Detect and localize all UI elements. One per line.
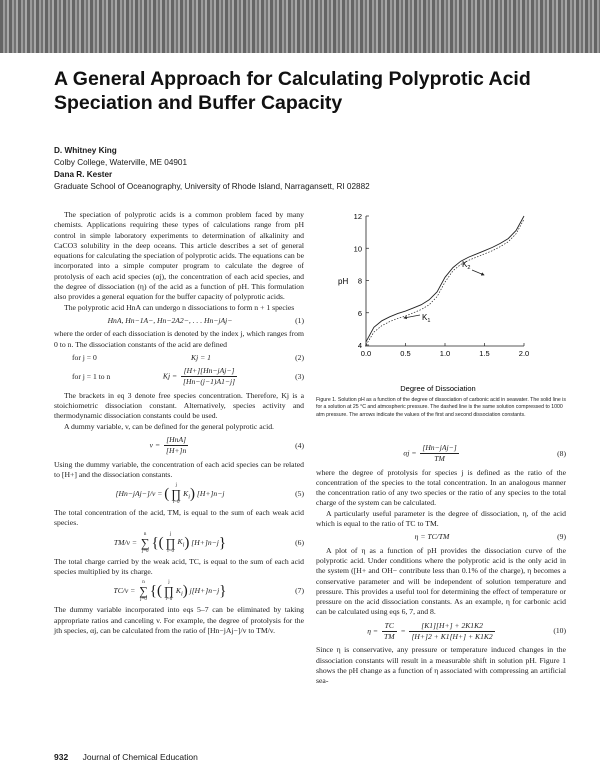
equation-number: (10) (553, 626, 566, 636)
equation-lhs: v = (149, 440, 161, 450)
fraction (164, 435, 188, 457)
equation-body (116, 366, 286, 388)
paragraph: Using the dummy variable, the concentration of each acid species can be related to [H+] and the dissociation constants. (54, 459, 304, 479)
left-paren-glyph: ( (164, 485, 170, 502)
left-paren-glyph: ( (158, 534, 164, 551)
equation-number: (2) (295, 352, 304, 362)
figure-1-chart (316, 208, 568, 394)
equation-number: (5) (295, 488, 304, 498)
numerator: [K1][H+] + 2K1K2 (409, 621, 494, 632)
left-brace-glyph: { (149, 583, 157, 600)
k1-annotation (404, 313, 430, 324)
equation-3 (54, 366, 304, 388)
fraction (382, 621, 397, 643)
equation-9 (316, 532, 566, 542)
y-tick-label: 10 (353, 244, 362, 254)
equation-lhs: η = (367, 626, 379, 636)
equation-7 (54, 580, 304, 602)
paragraph: The brackets in eq 3 denote free species concentration. Therefore, Kj is a stoichiometric dissociation constant. Alternatively, species activity and thermodynamic dissociation constants could be used. (54, 390, 304, 421)
y-tick-labels (354, 212, 362, 350)
equation-condition: for j = 0 (72, 352, 97, 362)
equation-body: TC/v = n ∑ j=0 {( j ∏ i=0 $K_i$) j[H+]n−j} (113, 580, 227, 603)
journal-name: Journal of Chemical Education (82, 752, 198, 762)
equation-number: (8) (557, 448, 566, 458)
equation-number: (4) (295, 440, 304, 450)
equation-lhs: αj = (403, 448, 417, 458)
left-column (54, 210, 304, 636)
x-axis-label: Degree of Dissociation (400, 384, 476, 393)
left-brace-glyph: { (151, 534, 159, 551)
denominator: [H+]2 + K1[H+] + K1K2 (411, 632, 493, 642)
equation-condition: for j = 1 to n (72, 371, 111, 381)
k1-label: $K_1$ (422, 313, 431, 324)
paragraph: The dummy variable incorporated into eqs 5–7 can be eliminated by taking appropriate ratios and canceling v. For example, the degree of protolysis for the jth species, αj, can be calculated from the ratio of [Hn−jAj−]/v to TM/v. (54, 605, 304, 635)
right-paren-glyph: ) (189, 485, 195, 502)
equation-5 (54, 483, 304, 505)
k2-arrow (472, 270, 484, 275)
equation-4 (54, 435, 304, 457)
k2-annotation (462, 260, 484, 275)
y-tick-label: 4 (357, 341, 362, 350)
paragraph: A particularly useful parameter is the degree of dissociation, η, of the acid which is equal to the ratio of TC to TM. (316, 508, 566, 529)
right-brace-glyph: } (219, 583, 227, 600)
k2-label: $K_2$ (462, 260, 471, 271)
fraction (409, 621, 494, 643)
figure-caption: Figure 1. Solution pH as a function of the degree of dissociation of carbonic acid in seawater. The solid line is for a solution at 25 °C and atmospheric pressure. The dashed line is the same solution compressed to 1000 atm pressure. The arrows indicate the values of the first and second dissociation constants. (316, 397, 566, 418)
equation-8 (316, 443, 566, 465)
article-title: A General Approach for Calculating Polyprotic Acid Speciation and Buffer Capacity (54, 68, 531, 114)
x-tick-label: 0.5 (400, 349, 411, 358)
author-affiliation: Colby College, Waterville, ME 04901 (54, 158, 188, 167)
paragraph: The total charge carried by the weak acid, TC, is equal to the sum of each acid species multiplied by its charge. (54, 556, 304, 577)
equation-body: TM/v = n ∑ j=0 {( j ∏ i=0 $K_i$) [H+]n−j} (113, 531, 227, 554)
paragraph: Since η is conservative, any pressure or temperature induced changes in the dissociation constants will result in a measurable shift in solution pH. Figure 1 shows the pH change as a function of η associated with compressing an artificial sea- (316, 645, 566, 686)
author-block (54, 145, 574, 193)
numerator: TC (382, 621, 397, 632)
left-paren-glyph: ( (156, 583, 162, 600)
sum-symbol: n ∑ j=0 (139, 580, 148, 603)
denominator: [Hn−(j−1)A1−j] (183, 377, 236, 387)
page-footer (54, 752, 198, 762)
x-tick-labels (361, 349, 529, 358)
equation-lhs: Kj = (162, 371, 178, 381)
equation-lhs: [Hn−jAj−]/v = (115, 488, 163, 498)
equation-lhs: TM/v = (113, 537, 137, 547)
equals-sign: = (400, 626, 406, 636)
y-axis-label: pH (338, 277, 349, 286)
x-tick-label: 1.5 (479, 349, 490, 358)
paragraph: The polyprotic acid HnA can undergo n dissociations to form n + 1 species (64, 302, 295, 312)
equation-rhs: [H+]n−j (196, 488, 225, 498)
equation-2 (54, 353, 304, 363)
equation-body: HnA, Hn−1A−, Hn−2A2−, . . . Hn−jAj− (107, 315, 233, 325)
author-name: Dana R. Kester (54, 170, 113, 179)
equation-body (316, 621, 548, 643)
numerator: [HnA] (164, 435, 188, 446)
numerator: [Hn−jAj−] (420, 443, 458, 454)
denominator: TM (383, 632, 395, 642)
equation-number: (3) (295, 371, 304, 381)
equation-number: (1) (295, 315, 304, 325)
equation-body (54, 435, 286, 457)
x-tick-label: 2.0 (518, 349, 530, 358)
y-tick-label: 12 (353, 212, 362, 221)
equation-body: [Hn−jAj−]/v = ( j ∏ i=0 $K_i$) [H+]n−j (115, 483, 225, 506)
paragraph: The speciation of polyprotic acids is a common problem faced by many chemists. Applications requiring these types of calculations range from pH control in simple laboratory experiments to determination of alkalinity and CaCO3 solubility in the deep oceans. This article describes a set of general equations for calculating the speciation of polyprotic acids. The equations can be incorporated into a simple computer program to calculate the degree of protolysis of each acid species (αj), the concentration of each acid species, and the degree of dissociation (η) of the acid as a function of pH. This formulation also provides a general equation for the buffer capacity of polyprotic acids. (54, 210, 304, 302)
equation-body: η = TC/TM (414, 532, 450, 542)
right-paren-glyph: ) (184, 534, 190, 551)
numerator: [H+][Hn−jAj−] (181, 366, 237, 377)
paragraph: A plot of η as a function of pH provides the dissociation curve of the polyprotic acid. Under conditions where the polyprotic acid is the only acid in the system ([H+ and OH− contribute less than 0.1% of the charge), η becomes a conservative parameter and will be independent of solution temperature and pressure. This provides a useful tool for determining the effect of temperature or pressure on the acid dissociation constants. As an example, η for carbonic acid can be calculated using eqs 6, 7, and 8. (316, 545, 566, 617)
equation-rhs: j[H+]n−j (189, 586, 220, 596)
product-symbol: j ∏ i=0 (171, 483, 182, 506)
equation-rhs: [H+]n−j (191, 537, 219, 547)
product-symbol: j ∏ i=0 (165, 531, 176, 554)
denominator: TM (434, 454, 445, 464)
fraction (420, 443, 458, 465)
y-tick-label: 8 (357, 276, 362, 286)
equation-number: (6) (295, 537, 304, 547)
header-texture-band (0, 0, 600, 56)
equation-6 (54, 532, 304, 554)
page-number: 932 (54, 752, 69, 762)
x-tick-label: 0.0 (360, 349, 372, 358)
series-line-1000atm (366, 219, 524, 345)
equation-number: (9) (557, 532, 566, 542)
paragraph: A dummy variable, v, can be defined for the general polyprotic acid. (64, 421, 274, 431)
y-tick-label: 6 (357, 308, 362, 318)
author-affiliation: Graduate School of Oceanography, University of Rhode Island, Narragansett, RI 02882 (54, 182, 370, 191)
paragraph: where the order of each dissociation is denoted by the index j, which ranges from 0 to n. The dissociation constants of the acid are defined (54, 329, 304, 349)
right-paren-glyph: ) (182, 583, 188, 600)
paragraph: The total concentration of the acid, TM, is equal to the sum of each weak acid species. (54, 508, 304, 528)
denominator: [H+]n (165, 446, 187, 456)
series-line-1atm (366, 216, 524, 342)
fraction (181, 366, 237, 388)
equation-1 (54, 316, 304, 326)
author-name: D. Whitney King (54, 146, 117, 155)
right-column (316, 440, 566, 687)
right-brace-glyph: } (218, 534, 227, 551)
equation-body: Kj = 1 (191, 352, 211, 362)
equation-number: (7) (295, 586, 304, 596)
equation-lhs: TC/v = (113, 586, 136, 596)
sum-symbol: n ∑ j=0 (140, 531, 150, 554)
equation-10 (316, 621, 566, 643)
equation-body (316, 443, 548, 465)
x-tick-label: 1.0 (439, 349, 451, 358)
paragraph: where the degree of protolysis for species j is defined as the ratio of the concentration of the species to the total concentration. In an analogous manner the concentration ratio of any two species or the ratio of any species to the total charge of the system can be calculated. (316, 467, 566, 508)
product-symbol: j ∏ i=0 (163, 580, 174, 603)
